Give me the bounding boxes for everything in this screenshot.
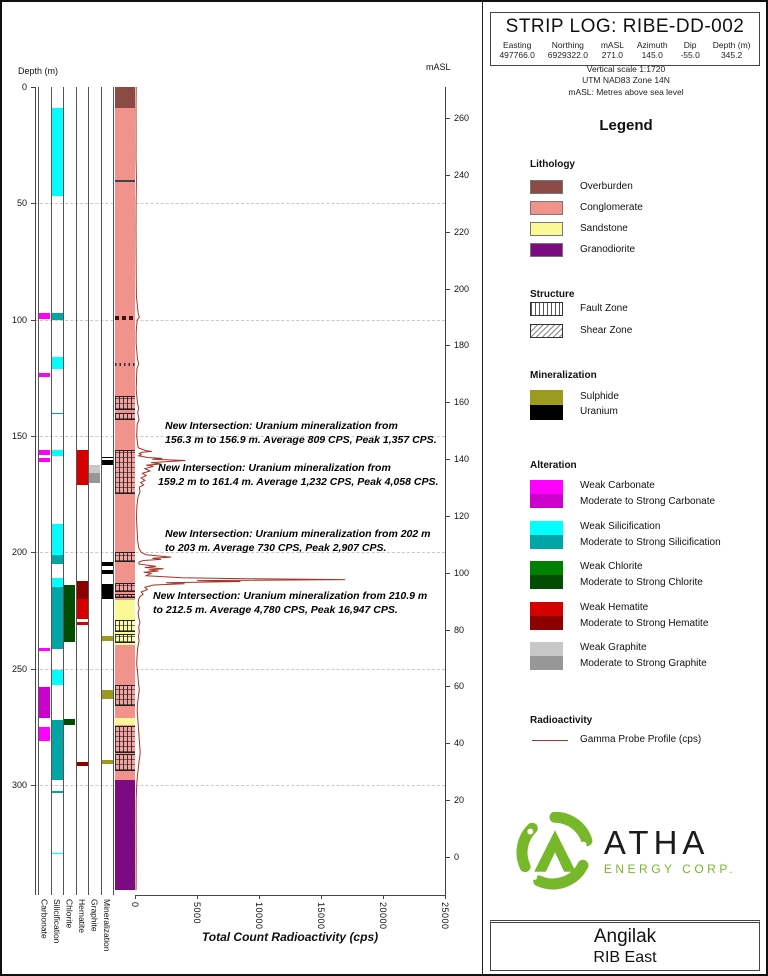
masl-tick-label: 120 bbox=[454, 510, 470, 521]
lithology-segment bbox=[115, 718, 135, 725]
gamma-legend-item bbox=[530, 733, 760, 749]
lithology-legend-item bbox=[530, 201, 760, 217]
structure-band bbox=[115, 620, 135, 632]
lithology-segment bbox=[115, 87, 135, 108]
masl-tick-label: 140 bbox=[454, 454, 470, 465]
legend-section-alteration: Alteration bbox=[530, 460, 577, 471]
alteration-segment bbox=[39, 648, 51, 651]
collar-field-value: 497766.0 bbox=[499, 50, 535, 60]
masl-tick bbox=[445, 573, 450, 574]
map-note-line: Vertical scale 1:1720 bbox=[586, 64, 666, 74]
masl-tick bbox=[445, 743, 450, 744]
structure-band bbox=[115, 413, 135, 420]
depth-tick bbox=[31, 87, 35, 88]
alteration-segment bbox=[51, 108, 63, 196]
log-panel bbox=[2, 2, 483, 974]
mineralization-legend-item bbox=[530, 390, 760, 406]
alteration-segment bbox=[39, 373, 51, 376]
structure-legend-item-label: Fault Zone bbox=[580, 303, 628, 314]
alteration-strong-swatch bbox=[530, 535, 563, 549]
lithology-segment bbox=[115, 780, 135, 890]
intersection-annotation: New Intersection: Uranium mineralization from 156.3 m to 156.9 m. Average 809 CPS, Peak 1,357 CPS. bbox=[165, 420, 437, 447]
depth-axis-label: Depth (m) bbox=[18, 66, 59, 76]
alteration-weak-label: Weak Carbonate bbox=[580, 480, 655, 491]
alteration-strong-label: Moderate to Strong Carbonate bbox=[580, 496, 716, 507]
mineralization-segment bbox=[101, 570, 113, 575]
collar-fields bbox=[491, 40, 759, 60]
alteration-segment bbox=[51, 791, 63, 793]
masl-tick-label: 40 bbox=[454, 738, 465, 749]
alteration-segment bbox=[51, 587, 63, 649]
lithology-legend-item-swatch bbox=[530, 243, 563, 257]
depth-grid-line bbox=[35, 785, 445, 786]
masl-axis-label: mASL bbox=[426, 62, 451, 72]
alteration-segment bbox=[51, 450, 63, 456]
structure-band bbox=[115, 726, 135, 753]
alteration-legend-pair bbox=[530, 521, 760, 551]
depth-tick bbox=[31, 203, 35, 204]
structure-band bbox=[115, 583, 135, 592]
alteration-strong-label: Moderate to Strong Hematite bbox=[580, 617, 709, 629]
alteration-segment bbox=[39, 313, 51, 319]
cps-tick-label: 15000 bbox=[316, 902, 326, 930]
structure-band bbox=[115, 450, 135, 494]
masl-tick bbox=[445, 686, 450, 687]
column-border-line bbox=[76, 87, 77, 895]
collar-field-value: 6929322.0 bbox=[547, 50, 588, 60]
alteration-legend-pair bbox=[530, 602, 760, 632]
alteration-segment bbox=[76, 599, 88, 619]
collar-field-label: Easting bbox=[502, 40, 532, 50]
collar-field-label: mASL bbox=[600, 40, 624, 50]
alteration-weak-label: Weak Hematite bbox=[580, 601, 649, 613]
legend-title: Legend bbox=[599, 117, 653, 134]
mineralization-swatch bbox=[530, 405, 563, 420]
intersection-annotation: New Intersection: Uranium mineralization from 210.9 m to 212.5 m. Average 4,780 CPS, Peak 16,947 CPS. bbox=[153, 590, 428, 617]
legend-section-lithology: Lithology bbox=[530, 159, 575, 170]
radioactivity-axis-line bbox=[135, 895, 445, 896]
masl-tick-label: 260 bbox=[454, 113, 470, 124]
cps-tick-label: 5000 bbox=[192, 902, 202, 925]
column-label: Carbonate bbox=[39, 899, 50, 939]
project-block bbox=[490, 920, 760, 971]
alteration-segment bbox=[51, 357, 63, 369]
title-block bbox=[490, 12, 760, 66]
depth-tick-label: 150 bbox=[11, 431, 27, 442]
alteration-legend-pair bbox=[530, 480, 760, 510]
lithology-legend-item-swatch bbox=[530, 180, 563, 194]
depth-tick bbox=[31, 785, 35, 786]
alteration-weak-label: Weak Silicification bbox=[580, 520, 661, 532]
masl-tick-label: 220 bbox=[454, 226, 470, 237]
depth-tick-label: 50 bbox=[16, 198, 27, 209]
structure-legend-item bbox=[530, 302, 760, 318]
masl-tick-label: 60 bbox=[454, 681, 465, 692]
alteration-weak-swatch bbox=[530, 642, 563, 656]
structure-band bbox=[115, 594, 135, 597]
page-title: STRIP LOG: RIBE-DD-002 bbox=[505, 16, 745, 37]
intersection-annotation: New Intersection: Uranium mineralization from 202 m to 203 m. Average 730 CPS, Peak 2,907 CPS. bbox=[165, 528, 431, 555]
mineralization-segment bbox=[101, 460, 113, 465]
masl-tick bbox=[445, 630, 450, 631]
project-area: RIB East bbox=[593, 949, 657, 966]
cps-tick bbox=[259, 895, 260, 899]
lithology-legend-item-label: Conglomerate bbox=[580, 202, 643, 213]
info-panel bbox=[484, 2, 768, 974]
structure-legend-item-swatch bbox=[530, 324, 563, 338]
structure-band bbox=[115, 634, 135, 643]
collar-field-label: Dip bbox=[683, 40, 697, 50]
cps-tick-label: 25000 bbox=[440, 902, 450, 930]
alteration-strong-label: Moderate to Strong Silicification bbox=[580, 536, 721, 548]
column-border-line bbox=[38, 87, 39, 895]
atha-logo-icon bbox=[516, 812, 594, 890]
column-border-line bbox=[88, 87, 89, 895]
alteration-segment bbox=[51, 853, 63, 855]
lithology-legend-item-label: Granodiorite bbox=[580, 244, 636, 255]
masl-tick bbox=[445, 459, 450, 460]
cps-tick-label: 0 bbox=[130, 902, 140, 908]
depth-tick bbox=[31, 436, 35, 437]
masl-tick bbox=[445, 857, 450, 858]
mineralization-segment bbox=[101, 584, 113, 599]
column-label: Hematite bbox=[77, 899, 87, 934]
depth-tick-label: 300 bbox=[11, 780, 27, 791]
masl-tick-label: 80 bbox=[454, 624, 465, 635]
alteration-segment bbox=[76, 581, 88, 598]
masl-tick bbox=[445, 345, 450, 346]
alteration-segment bbox=[89, 473, 101, 482]
alteration-segment bbox=[76, 450, 88, 485]
alteration-strong-swatch bbox=[530, 616, 563, 630]
alteration-strong-swatch bbox=[530, 494, 563, 508]
cps-tick bbox=[383, 895, 384, 899]
depth-tick bbox=[31, 320, 35, 321]
cps-tick-label: 10000 bbox=[254, 902, 264, 930]
cps-tick bbox=[445, 895, 446, 899]
collar-field-label: Northing bbox=[551, 40, 584, 50]
structure-band bbox=[115, 685, 135, 706]
logo-company-name: ATHA bbox=[603, 824, 710, 861]
alteration-segment bbox=[64, 719, 76, 725]
column-border-line bbox=[63, 87, 64, 895]
alteration-strong-label: Moderate to Strong Chlorite bbox=[580, 577, 703, 588]
structure-legend-item-label: Shear Zone bbox=[580, 325, 633, 336]
legend-section-structure: Structure bbox=[530, 289, 575, 300]
cps-tick-label: 20000 bbox=[378, 902, 388, 930]
collar-field-value: 345.2 bbox=[720, 50, 743, 60]
column-border-line bbox=[51, 87, 52, 895]
alteration-segment bbox=[51, 720, 63, 781]
alteration-segment bbox=[76, 762, 88, 767]
collar-field bbox=[601, 40, 624, 60]
depth-tick-label: 250 bbox=[11, 663, 27, 674]
column-label: Graphite bbox=[89, 899, 100, 932]
alteration-weak-swatch bbox=[530, 602, 563, 616]
logo-text bbox=[604, 826, 736, 876]
alteration-segment bbox=[39, 458, 51, 461]
legend-section-mineralization: Mineralization bbox=[530, 370, 597, 381]
map-notes bbox=[484, 64, 768, 98]
mineralization-segment bbox=[101, 760, 113, 765]
masl-tick bbox=[445, 118, 450, 119]
intersection-annotation: New Intersection: Uranium mineralization from 159.2 m to 161.4 m. Average 1,232 CPS, Peak 4,058 CPS. bbox=[158, 462, 439, 489]
company-logo bbox=[484, 812, 768, 890]
mineralization-segment bbox=[101, 636, 113, 641]
masl-tick bbox=[445, 800, 450, 801]
cps-tick bbox=[197, 895, 198, 899]
cps-tick bbox=[321, 895, 322, 899]
depth-axis-line bbox=[35, 87, 36, 895]
collar-field-label: Depth (m) bbox=[712, 40, 751, 50]
lithology-segment bbox=[115, 645, 135, 717]
collar-field bbox=[680, 40, 699, 60]
cps-tick bbox=[135, 895, 136, 899]
depth-tick bbox=[31, 552, 35, 553]
mineralization-segment bbox=[101, 457, 113, 459]
alteration-weak-swatch bbox=[530, 480, 563, 494]
logo-company-sub: ENERGY CORP. bbox=[603, 862, 737, 876]
structure-band bbox=[115, 754, 135, 771]
alteration-segment bbox=[39, 727, 51, 741]
structure-legend-item bbox=[530, 324, 760, 340]
collar-field bbox=[548, 40, 588, 60]
masl-tick bbox=[445, 516, 450, 517]
alteration-segment bbox=[51, 578, 63, 587]
map-note-line: UTM NAD83 Zone 14N bbox=[582, 75, 670, 86]
depth-tick-label: 100 bbox=[11, 314, 27, 325]
alteration-weak-swatch bbox=[530, 561, 563, 575]
lithology-legend-item-label: Sandstone bbox=[580, 223, 628, 234]
map-note-line: mASL: Metres above sea level bbox=[568, 86, 684, 97]
alteration-segment bbox=[51, 313, 63, 320]
alteration-legend-pair bbox=[530, 561, 760, 591]
alteration-strong-swatch bbox=[530, 575, 563, 589]
masl-tick-label: 100 bbox=[454, 567, 470, 578]
mineralization-label: Uranium bbox=[580, 406, 618, 417]
alteration-segment bbox=[39, 687, 51, 717]
depth-tick-label: 0 bbox=[21, 82, 27, 92]
column-border-line bbox=[113, 87, 114, 895]
column-label: Silicification bbox=[52, 899, 62, 944]
lithology-legend-item-swatch bbox=[530, 222, 563, 236]
collar-field-value: 271.0 bbox=[601, 50, 624, 60]
masl-tick bbox=[445, 232, 450, 233]
alteration-legend-pair bbox=[530, 642, 760, 672]
collar-field bbox=[637, 40, 668, 60]
masl-tick bbox=[445, 289, 450, 290]
collar-field-label: Azimuth bbox=[636, 40, 668, 50]
collar-field-value: 145.0 bbox=[641, 50, 663, 60]
masl-tick-label: 200 bbox=[454, 283, 470, 294]
masl-tick-label: 0 bbox=[454, 851, 460, 862]
lithology-legend-item bbox=[530, 180, 760, 196]
masl-tick-label: 160 bbox=[454, 397, 470, 408]
structure-band bbox=[115, 316, 135, 319]
alteration-weak-label: Weak Graphite bbox=[580, 642, 647, 653]
alteration-segment bbox=[51, 670, 63, 685]
depth-grid-line bbox=[35, 203, 445, 204]
gamma-line-sample bbox=[532, 740, 568, 741]
masl-axis-line bbox=[445, 87, 446, 895]
mineralization-segment bbox=[101, 562, 113, 567]
column-border-line bbox=[101, 87, 102, 895]
legend-section-radioactivity: Radioactivity bbox=[530, 715, 593, 726]
mineralization-legend-item bbox=[530, 405, 760, 421]
masl-tick-label: 180 bbox=[454, 340, 470, 351]
depth-grid-line bbox=[35, 669, 445, 670]
alteration-segment bbox=[76, 622, 88, 624]
lithology-legend-item-label: Overburden bbox=[580, 181, 633, 192]
lithology-legend-item bbox=[530, 243, 760, 259]
masl-tick bbox=[445, 402, 450, 403]
alteration-strong-label: Moderate to Strong Graphite bbox=[580, 658, 707, 669]
alteration-weak-label: Weak Chlorite bbox=[580, 561, 643, 572]
collar-field bbox=[499, 40, 534, 60]
depth-tick bbox=[31, 669, 35, 670]
masl-tick-label: 20 bbox=[454, 794, 465, 805]
structure-band bbox=[115, 363, 135, 366]
alteration-strong-swatch bbox=[530, 656, 563, 670]
gamma-legend-label: Gamma Probe Profile (cps) bbox=[580, 734, 702, 745]
depth-tick-label: 200 bbox=[11, 547, 27, 558]
mineralization-segment bbox=[101, 690, 113, 699]
alteration-weak-swatch bbox=[530, 521, 563, 535]
structure-band bbox=[115, 396, 135, 410]
radioactivity-axis-title: Total Count Radioactivity (cps) bbox=[201, 930, 379, 944]
structure-legend-item-swatch bbox=[530, 302, 563, 316]
collar-field-value: -55.0 bbox=[680, 50, 700, 60]
structure-band bbox=[115, 180, 135, 182]
alteration-segment bbox=[89, 465, 101, 473]
column-label: Chlorite bbox=[64, 899, 75, 929]
alteration-segment bbox=[39, 450, 51, 455]
project-name: Angilak bbox=[593, 926, 657, 947]
lithology-segment bbox=[115, 108, 135, 600]
alteration-segment bbox=[64, 585, 76, 642]
lithology-legend-item bbox=[530, 222, 760, 238]
alteration-segment bbox=[51, 413, 63, 415]
lithology-legend-item-swatch bbox=[530, 201, 563, 215]
alteration-segment bbox=[51, 555, 63, 564]
masl-tick bbox=[445, 175, 450, 176]
depth-grid-line bbox=[35, 320, 445, 321]
column-label: Mineralization bbox=[102, 899, 112, 952]
masl-tick-label: 240 bbox=[454, 170, 470, 181]
alteration-segment bbox=[51, 524, 63, 554]
mineralization-label: Sulphide bbox=[580, 391, 619, 402]
collar-field bbox=[713, 40, 751, 60]
mineralization-swatch bbox=[530, 390, 563, 405]
structure-band bbox=[115, 552, 135, 561]
